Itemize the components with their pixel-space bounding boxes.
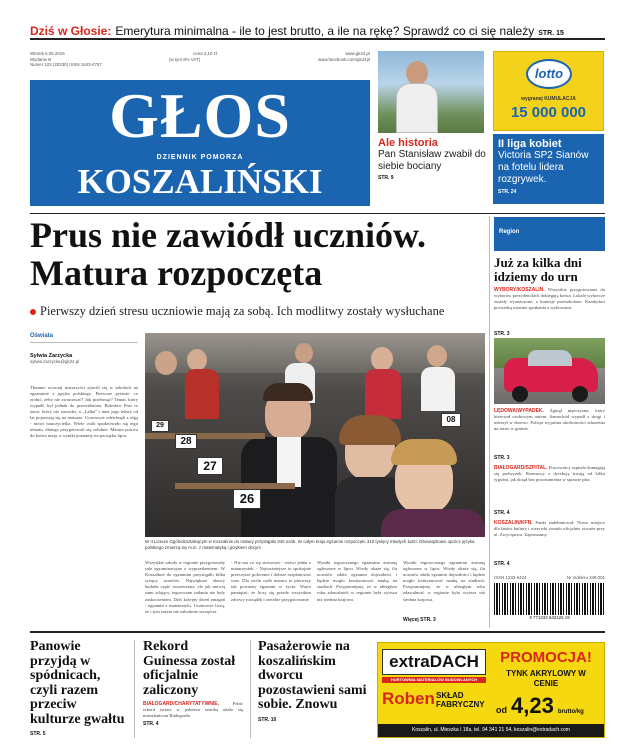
ad-brand: extraDACH	[389, 652, 479, 671]
issue-number: Numer 103 (20230) ISSN 1643-4757	[30, 62, 102, 68]
ad-price: 4,23	[511, 693, 554, 718]
teaser-3-page: STR. 10	[258, 716, 277, 723]
masthead-subtitle: DZIENNIK POMORZA	[156, 154, 244, 161]
barcode: ISSN 1233-6424 Nr indeksu 348.001 9 771233 642126 19	[494, 575, 605, 620]
article-col1: Tłumnie wczoraj maturzyści zjawili się w szkołach na egzaminie z języka polskiego. Pierwsze pytanie: co zrobić, żeby nie zwariować? Jak przebrnąć? Temat, który wypadł, był jednak do przewidzenia. Bolesław Prus to autor, który nie zawodzi, a „Lalka” i inne jego teksty od lat pojawiają się na maturze. Uczniowie odetchnęli z ulgą - mówi nauczycielka. Wiele osób spodziewało się tego tematu, dlatego przygotowali się solidnie. Matura potrwa do końca maja, a wyniki poznamy na początku lipca.	[30, 384, 138, 439]
article-col5: Wyniki tegorocznego egzaminu zostaną ogłoszone w lipcu. Wtedy okaże się, ilu uczniów zdało egzamin dojrzałości i będzie mogło kontynuować naukę na studiach. Przypomnijmy, że w ubiegłym roku zdawalność w regionie była wyższa niż średnia krajowa.	[403, 560, 485, 602]
lotto-ad[interactable]	[493, 51, 604, 131]
photo-caption: W II Liceum Ogólnokształcącym w Koszalinie do matury przystąpiło 340 osób. W całym kraju egzamin rozpoczęło 310 tysięcy młodych ludzi. Obowiązkowo oprócz języka polskiego zmierzą się m.in. z matematyką i językiem obcym	[145, 539, 475, 550]
ad-product: TYNK AKRYLOWY W CENIE	[506, 669, 586, 688]
top-banner-text: Emerytura minimalna - ile to jest brutto, a ile na rękę? Sprawdź co ci się należy	[115, 24, 535, 38]
masthead-title-bottom: KOSZALIŃSKI	[77, 162, 323, 201]
region-story[interactable]	[494, 256, 605, 337]
teaser-3-headline: Pasażerowie na koszalińskim dworcu pozostawieni sami sobie. Znowu	[258, 639, 367, 712]
article-byline: Sylwia Zarzycka	[30, 353, 73, 359]
ad-partner-box	[382, 689, 486, 719]
main-headline[interactable]	[30, 216, 490, 292]
car-crash-photo	[494, 338, 605, 404]
seat-card: 08	[441, 413, 461, 427]
crash-text[interactable]: LĘDOWA/WYPADEK. Zginął mężczyzna, który kierował osobowym autem. Samochód wypadł z drogi i uderzył w drzewo. Policja wyjaśnia okoliczności zdarzenia na trasie w gminie.	[494, 408, 605, 432]
promo-story-page: STR. 9	[378, 175, 394, 181]
seat-card: 27	[197, 457, 223, 475]
barcode-bars	[494, 583, 605, 615]
promo-sport[interactable]	[493, 134, 604, 204]
region-badge[interactable]: Region	[494, 217, 605, 251]
promo-story[interactable]	[378, 51, 486, 201]
teaser-1[interactable]	[30, 640, 130, 737]
top-banner-label: Dziś w Głosie:	[30, 24, 112, 38]
article-col3: - Nie ma co się stresować - mówi jedna z maturzystek. - Najważniejsze to spokojnie przeczytać polecenie i dobrze rozplanować czas. Dla wielu osób matura to pierwszy tak poważny egzamin w życiu. Warto pamiętać, że liczy się przede wszystkim zdrowy rozsądek i rzetelne przygotowanie.	[231, 560, 311, 602]
region-text: WYBORY/KOSZALIN. Wszystkie przygotowania do wyborów prezydenckich dobiegają końca. Lokale wyborcze zostały wyznaczone, a komisje przeszkolone. Kandydaci prowadzą ostatnie spotkania z wyborcami.	[494, 287, 605, 311]
teaser-3[interactable]	[258, 640, 368, 723]
promo-story-photo	[378, 51, 484, 133]
promo-sport-text: Victoria SP2 Sianów na fotelu lidera rozgrywek.	[498, 150, 589, 185]
facebook-link[interactable]: www.facebook.com/gk24pl	[318, 56, 370, 62]
crash-page: STR. 3	[494, 455, 510, 461]
exam-photo	[145, 333, 485, 537]
headline-line-2: Matura rozpoczęta	[30, 253, 323, 293]
headline-lead: Pierwszy dzień stresu uczniowie mają za sobą. Ich modlitwy zostały wysłuchane	[30, 304, 490, 319]
ad-brand-sub: HURTOWNIA MATERIAŁÓW BUDOWLANYCH	[382, 677, 486, 683]
article-col4: Wyniki tegorocznego egzaminu zostaną ogłoszone w lipcu. Wtedy okaże się, ilu uczniów zdało egzamin dojrzałości i będzie mogło kontynuować naukę na studiach. Przypomnijmy, że w ubiegłym roku zdawalność w regionie była wyższa niż średnia krajowa.	[317, 560, 397, 602]
promo-story-text: Pan Stanisław zwabił do siebie bociany	[378, 149, 486, 172]
teaser-1-page: STR. 5	[30, 731, 46, 737]
region-page: STR. 3	[494, 331, 510, 337]
seat-card: 28	[175, 434, 197, 449]
ad-partner-text: SKŁAD FABRYCZNY	[436, 691, 485, 709]
masthead-logo[interactable]	[30, 80, 370, 206]
extradach-ad[interactable]	[377, 642, 605, 738]
promo-sport-page: STR. 24	[498, 189, 517, 195]
teaser-2-headline: Rekord Guinessa został oficjalnie zaliczony	[143, 639, 236, 698]
lead-bullet-icon	[30, 309, 36, 315]
teaser-2-page: STR. 4	[143, 721, 159, 728]
ad-promo: PROMOCJA!	[500, 649, 592, 666]
article-col2: Wszystkie szkoły w regionie przygotowały sale egzaminacyjne z wyprzedzeniem. W Koszalinie do egzaminu przystąpiło kilka tysięcy uczniów. Największe obawy budziła część rozszerzona, ale jak mówią sami zdający, tegoroczne zadania nie były zaskoczeniem. Dziś kolejny dzień zmagań - egzamin z matematyki. Uczniowie liczą, że i tym razem nie zabraknie szczęścia.	[145, 560, 225, 614]
issue-edition: Wydanie B	[30, 56, 52, 62]
issue-price: cena 2,10 zł	[193, 51, 217, 56]
kfn-page: STR. 4	[494, 561, 510, 567]
article-section[interactable]: Oświata	[30, 333, 138, 343]
article-more-link[interactable]: Więcej STR. 3	[403, 617, 436, 623]
promo-story-kicker: Ale historia	[378, 137, 438, 149]
kfn-text[interactable]: KOSZALIN/KFN. Punkt zadebiutował. Nowe miejsce dla fanów kultury i rozrywki zostało oficjalnie otwarte przy ul. Zwycięstwa. Zapraszamy.	[494, 520, 605, 538]
article-byline-contact[interactable]: sylwia.zarzycka@gk24.pl	[30, 359, 80, 364]
ad-partner: Roben	[382, 689, 435, 708]
top-banner-page: STR. 15	[538, 30, 564, 37]
ad-address: Koszalin, ul. Mieszka I 18a, tel. 94 341 21 54, koszalin@extradach.com	[378, 724, 604, 737]
lotto-subtitle: wygranej KUMULACJA	[521, 96, 576, 102]
hospital-page: STR. 4	[494, 510, 510, 516]
lotto-amount: 15 000 000	[510, 104, 587, 121]
seat-card: 29	[151, 420, 169, 432]
issue-vat: (w tym 8% VAT)	[169, 56, 201, 62]
website-link[interactable]: www.gk24.pl	[345, 51, 370, 56]
ad-price-row: od 4,23 brutto/kg	[496, 693, 584, 718]
promo-sport-kicker: II liga kobiet	[498, 138, 562, 150]
headline-line-1: Prus nie zawiódł uczniów.	[30, 215, 427, 255]
seat-card: 26	[233, 489, 261, 509]
teaser-2[interactable]: Rekord Guinessa został oficjalnie zaliczony BIAŁOGARD/CHARYTATYWNIE. Pobić rekord świata w jedzeniu sernika udało się mieszkańcom Białogardu. STR. 4	[143, 639, 243, 728]
region-headline: Już za kilka dni idziemy do urn	[494, 255, 582, 284]
hospital-text[interactable]: BIAŁOGARD/SZPITAL. Pracownicy szpitala domagają się podwyżek. Rozmowy z dyrekcją trwają od kilku tygodni, jak dotąd bez porozumienia w sprawie płac.	[494, 465, 605, 483]
top-banner[interactable]	[30, 22, 605, 40]
masthead-title-top: GŁOS	[109, 80, 291, 151]
ad-brand-box	[382, 649, 486, 675]
teaser-1-headline: Panowie przyjdą w spódnicach, czyli razem przeciw kulturze gwałtu	[30, 639, 125, 727]
issue-date: Wtorek 5.05.2015	[30, 51, 65, 56]
barcode-digits: 9 771233 642126 19	[529, 614, 570, 620]
lotto-logo: lotto	[526, 59, 572, 89]
